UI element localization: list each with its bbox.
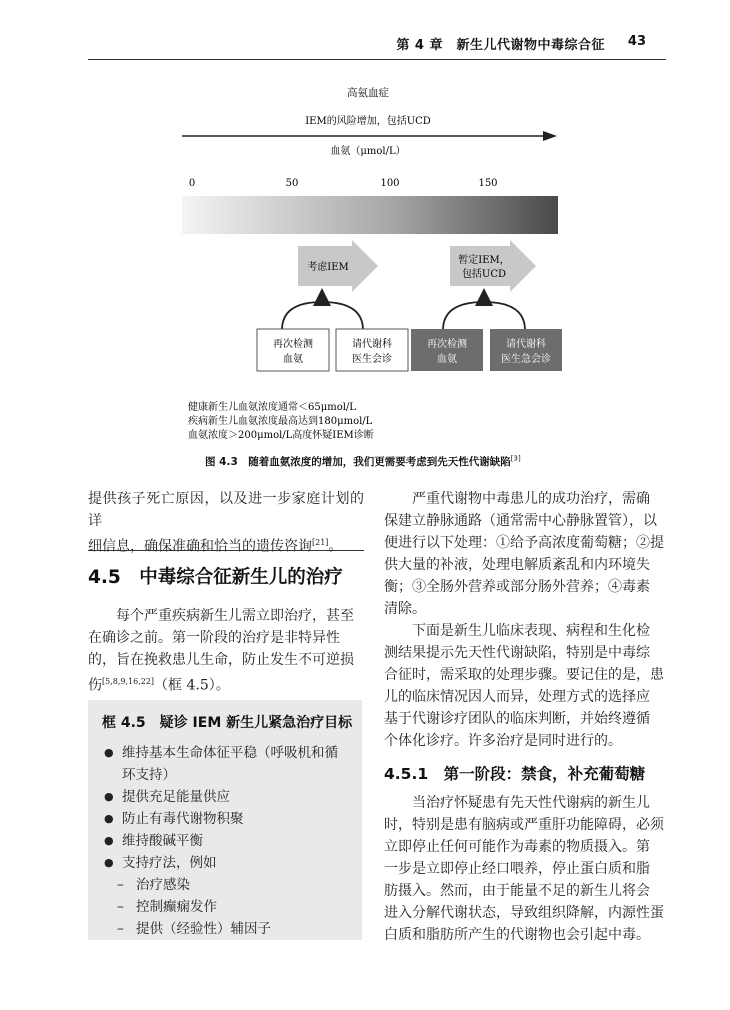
left-paragraph-0 <box>88 488 364 558</box>
right-p1-line: 衡；③全肠外营养或部分肠外营养；④毒素 <box>384 579 650 595</box>
left-p0-line1: 提供孩子死亡原因，以及进一步家庭计划的详 <box>88 491 364 529</box>
box-item: ● 维持基本生命体征平稳（呼吸机和循 <box>104 742 356 764</box>
box-list <box>104 742 356 940</box>
right-connector-head <box>475 288 493 306</box>
left-connector <box>282 302 363 330</box>
figure-caption-ref: [3] <box>510 454 521 463</box>
left-p1-line4 <box>88 671 364 697</box>
consult-box-1-line1: 请代谢科 <box>352 339 392 350</box>
right-p1-line: 供大量的补液，处理电解质紊乱和内环境失 <box>384 557 650 573</box>
right-p1-line: 保建立静脉通路（通常需中心静脉置管），以 <box>384 513 657 529</box>
risk-arrow-head <box>543 131 557 141</box>
figure-caption-text: 图 4.3 随着血氨浓度的增加，我们更需要考虑到先天性代谢缺陷 <box>205 456 511 468</box>
consult-box-2-line2: 医生急会诊 <box>501 354 551 365</box>
risk-label: IEM的风险增加，包括UCD <box>305 116 431 127</box>
right-paragraph-1 <box>384 488 666 620</box>
right-p3-line: 立即停止任何可能作为毒素的物质摄入。第 <box>384 839 650 855</box>
right-p3-line: 白质和脂肪所产生的代谢物也会引起中毒。 <box>384 927 650 943</box>
recheck-box-1-line2: 血氨 <box>283 354 303 365</box>
right-p3-line: 进入分解代谢状态，导致组织降解，内源性蛋 <box>384 905 664 921</box>
note-2: 疾病新生儿血氨浓度最高达到180μmol/L <box>188 416 373 427</box>
left-p1-line1: 每个严重疾病新生儿需立即治疗，甚至 <box>88 608 354 624</box>
presume-iem-label-2: 包括UCD <box>461 269 507 280</box>
ammonia-gradient-bar <box>182 196 558 234</box>
axis-label: 血氨（μmol/L） <box>330 146 406 157</box>
left-p1-last: 伤 <box>88 677 102 694</box>
right-p2-line: 测结果提示先天性代谢缺陷，特别是中毒综 <box>384 645 650 661</box>
tick-label-50: 50 <box>285 178 299 189</box>
tick-label-150: 150 <box>478 178 498 189</box>
left-p1-end: （框 4.5）。 <box>154 677 230 694</box>
consider-iem-label: 考虑IEM <box>307 262 349 273</box>
right-p2-line: 儿的临床情况因人而异，处理方式的选择应 <box>384 689 650 705</box>
left-p0-end: 。 <box>328 538 343 555</box>
recheck-box-1-line1: 再次检测 <box>273 339 313 350</box>
figure-title: 高氨血症 <box>347 87 389 99</box>
left-p1-line2: 在确诊之前。第一阶段的治疗是非特异性 <box>88 630 340 646</box>
left-p0-ref: [21] <box>312 538 329 547</box>
figure-caption <box>205 454 521 469</box>
box-item: ● 防止有毒代谢物积聚 <box>104 808 356 830</box>
right-p2-line: 合征时，需采取的处理步骤。要记住的是，患 <box>384 667 664 683</box>
left-paragraph-1 <box>88 605 364 697</box>
tick-label-0: 0 <box>188 178 196 189</box>
right-p3-line: 当治疗怀疑患有先天性代谢病的新生儿 <box>384 795 650 811</box>
hyperammonemia-figure <box>0 0 730 470</box>
right-paragraph-2 <box>384 620 666 752</box>
right-p2-line: 基于代谢诊疗团队的临床判断，并始终遵循 <box>384 711 650 727</box>
box-subitem: – 控制癫痫发作 <box>104 896 356 918</box>
box-item: ● 提供充足能量供应 <box>104 786 356 808</box>
left-p0-line2 <box>88 532 364 558</box>
note-1: 健康新生儿血氨浓度通常＜65μmol/L <box>188 402 356 413</box>
left-p0-text: 细信息，确保准确和恰当的遗传咨询 <box>88 538 312 555</box>
presume-iem-arrow <box>450 240 536 292</box>
box-subitem: – 提供（经验性）辅因子 <box>104 918 356 940</box>
page-number: 43 <box>627 34 646 49</box>
right-p2-line: 个体化诊疗。许多治疗是同时进行的。 <box>384 733 622 749</box>
section-title: 4.5 中毒综合征新生儿的治疗 <box>88 567 343 588</box>
right-paragraph-3 <box>384 792 666 946</box>
chapter-title: 第 4 章 新生儿代谢物中毒综合征 <box>396 38 605 53</box>
box-4-5 <box>88 700 362 940</box>
note-3: 血氨浓度＞200μmol/L高度怀疑IEM诊断 <box>188 430 374 441</box>
right-p3-line: 一步是立即停止经口喂养，停止蛋白质和脂 <box>384 861 650 877</box>
right-connector <box>443 302 525 330</box>
right-p2-line: 下面是新生儿临床表现、病程和生化检 <box>384 623 650 639</box>
presume-iem-label-1: 暂定IEM， <box>458 255 510 266</box>
right-p3-line: 肪摄入。然而，由于能量不足的新生儿将会 <box>384 883 650 899</box>
right-p1-line: 便进行以下处理：①给予高浓度葡萄糖；②提 <box>384 535 664 551</box>
section-rule <box>88 550 364 551</box>
box-item: ● 支持疗法，例如 <box>104 852 356 874</box>
box-subitem: – 治疗感染 <box>104 874 356 896</box>
recheck-box-2-line2: 血氨 <box>437 354 457 365</box>
right-p1-line: 严重代谢物中毒患儿的成功治疗，需确 <box>384 491 650 507</box>
box-item: ● 维持酸碱平衡 <box>104 830 356 852</box>
recheck-box-2-line1: 再次检测 <box>427 339 467 350</box>
consult-box-2-line1: 请代谢科 <box>506 339 546 350</box>
box-title: 框 4.5 疑诊 IEM 新生儿紧急治疗目标 <box>102 715 353 731</box>
subsection-title: 4.5.1 第一阶段：禁食，补充葡萄糖 <box>384 765 646 783</box>
left-p1-ref: [5,8,9,16,22] <box>102 677 155 686</box>
consult-box-1-line2: 医生会诊 <box>352 354 392 365</box>
box-item-cont: 环支持） <box>122 767 176 783</box>
right-p1-line: 清除。 <box>384 601 426 617</box>
tick-label-100: 100 <box>380 178 400 189</box>
left-connector-head <box>313 288 331 306</box>
right-p3-line: 时，特别是患有脑病或严重肝功能障碍，必须 <box>384 817 664 833</box>
left-p1-line3: 的，旨在挽救患儿生命，防止发生不可逆损 <box>88 652 354 668</box>
